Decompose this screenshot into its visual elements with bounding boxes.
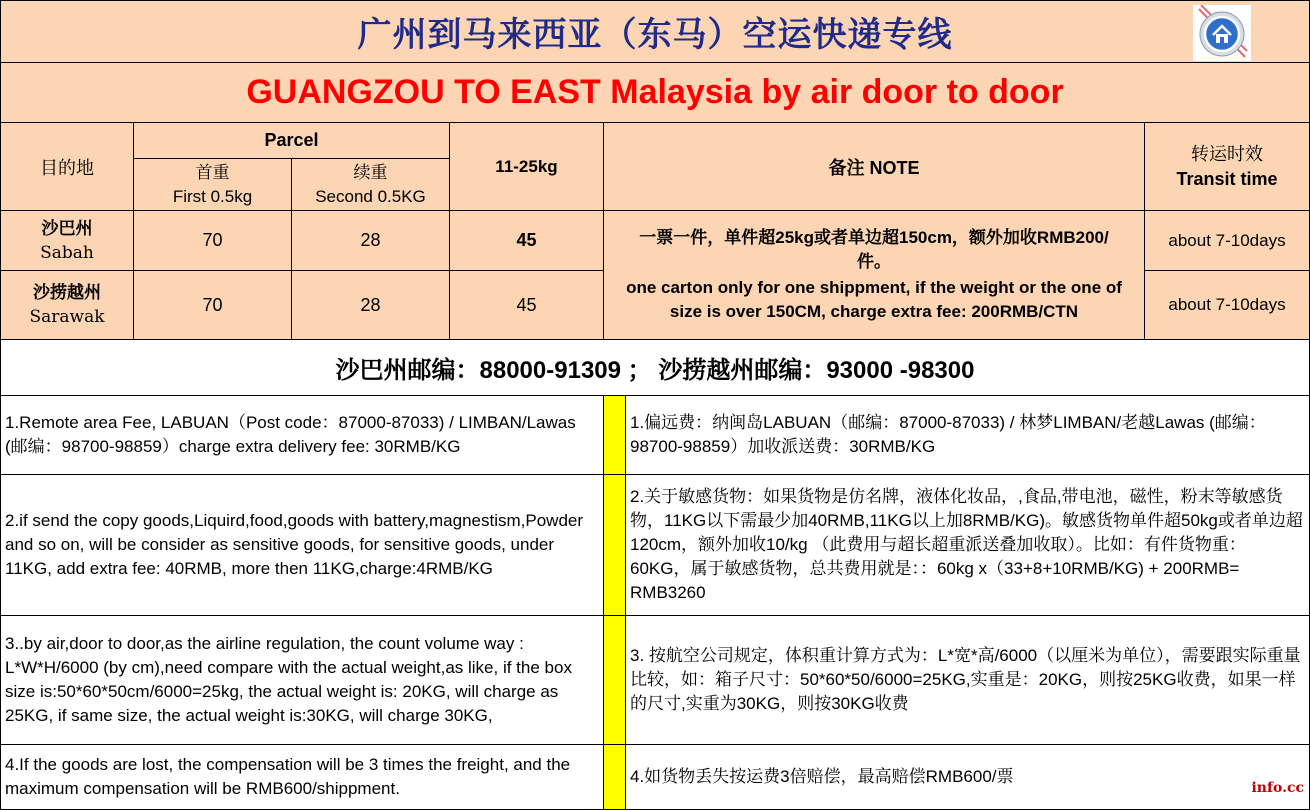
- sabah-first-price: 70: [133, 210, 292, 271]
- page-title-cn: 广州到马来西亚（东马）空运快递专线: [357, 16, 953, 54]
- term-3-cn: 3. 按航空公司规定，体积重计算方式为：L*宽*高/6000（以厘米为单位），需要跟实际重量比较，如：箱子尺寸：50*60*50/6000=25KG,实重是：20KG，则按25KG收费，如果一样的尺寸,实重为30KG，则按30KG收费: [625, 615, 1310, 745]
- note-header: 备注 NOTE: [603, 122, 1145, 211]
- destination-header: 目的地: [0, 122, 134, 211]
- sabah-name-en: Sabah: [40, 242, 94, 263]
- divider-strip: [603, 395, 626, 475]
- term-4-cn: 4.如货物丢失按运费3倍赔偿，最高赔偿RMB600/票: [625, 744, 1310, 810]
- title-cn-row: [0, 0, 1310, 63]
- postcode-row: 沙巴州邮编：88000-91309 ； 沙捞越州邮编：93000 -98300: [0, 339, 1310, 396]
- parcel-header: Parcel: [133, 122, 450, 159]
- sabah-name-cn: 沙巴州: [41, 218, 93, 239]
- first-weight-cn: 首重: [195, 162, 230, 183]
- watermark-text: info.cc: [1251, 780, 1304, 796]
- note-cn: 一票一件，单件超25kg或者单边超150cm，额外加收RMB200/件。: [639, 228, 1109, 271]
- title-en-row: [0, 62, 1310, 123]
- home-icon: [1193, 5, 1251, 61]
- sarawak-name-cn: 沙捞越州: [33, 283, 101, 303]
- sabah-transit: about 7-10days: [1144, 210, 1310, 271]
- divider-strip: [603, 615, 626, 745]
- term-1-en: 1.Remote area Fee, LABUAN（Post code：87000-87033) / LIMBAN/Lawas (邮编：98700-98859）charge extra delivery fee: 30RMB/KG: [0, 395, 604, 475]
- transit-header: [1144, 122, 1310, 211]
- page-title-en: GUANGZOU TO EAST Malaysia by air door to door: [246, 73, 1064, 111]
- sarawak-name-en: Sarawak: [29, 307, 105, 327]
- divider-strip: [603, 744, 626, 810]
- term-2-cn: 2.关于敏感货物：如果货物是仿名牌，液体化妆品，,食品,带电池，磁性，粉末等敏感货物，11KG以下需最少加40RMB,11KG以上加8RMB/KG)。敏感货物单件超50kg或者单边超120cm，额外加收10/kg （此费用与超长超重派送叠加收取）。比如：有件货物重：60KG，属于敏感货物，总共费用就是：：60kg x（33+8+10RMB/KG) + 200RMB= RMB3260: [625, 474, 1310, 616]
- second-weight-header: [291, 158, 450, 211]
- sarawak-second-price: 28: [291, 270, 450, 340]
- home-button[interactable]: [1193, 5, 1251, 61]
- sarawak-range-price: 45: [449, 270, 604, 340]
- transit-header-cn: 转运时效: [1191, 143, 1263, 165]
- destination-sarawak: [0, 270, 134, 340]
- sarawak-transit: about 7-10days: [1144, 270, 1310, 340]
- sabah-second-price: 28: [291, 210, 450, 271]
- term-2-en: 2.if send the copy goods,Liquird,food,goods with battery,magnestism,Powder and so on, will be consider as sensitive goods, for sensitive goods, under 11KG, add extra fee: 40RMB, more then 11KG,charge:4RMB/KG: [0, 474, 604, 616]
- first-weight-header: [133, 158, 292, 211]
- divider-strip: [603, 474, 626, 616]
- term-3-en: 3..by air,door to door,as the airline regulation, the count volume way : L*W*H/6000 (by cm),need compare with the actual weight,as like, if the box size is:50*60*50cm/6000=25kg, the actual weight is: 20KG, will charge as 25KG, if same size, the actual weight is:30KG, will charge 30KG,: [0, 615, 604, 745]
- note-en: one carton only for one shippment, if the weight or the one of size is over 150CM, charge extra fee: 200RMB/CTN: [626, 278, 1122, 321]
- note-cell: [603, 210, 1145, 340]
- range-header: 11-25kg: [449, 122, 604, 211]
- sabah-range-price: 45: [449, 210, 604, 271]
- sarawak-first-price: 70: [133, 270, 292, 340]
- term-1-cn: 1.偏远费：纳闽岛LABUAN（邮编：87000-87033) / 林梦LIMBAN/老越Lawas (邮编：98700-98859）加收派送费：30RMB/KG: [625, 395, 1310, 475]
- destination-sabah: [0, 210, 134, 271]
- first-weight-en: First 0.5kg: [172, 186, 253, 206]
- term-4-en: 4.If the goods are lost, the compensation will be 3 times the freight, and the maximum compensation will be RMB600/shippment.: [0, 744, 604, 810]
- second-weight-cn: 续重: [353, 162, 388, 183]
- second-weight-en: Second 0.5KG: [315, 186, 426, 206]
- transit-header-en: Transit time: [1176, 168, 1278, 189]
